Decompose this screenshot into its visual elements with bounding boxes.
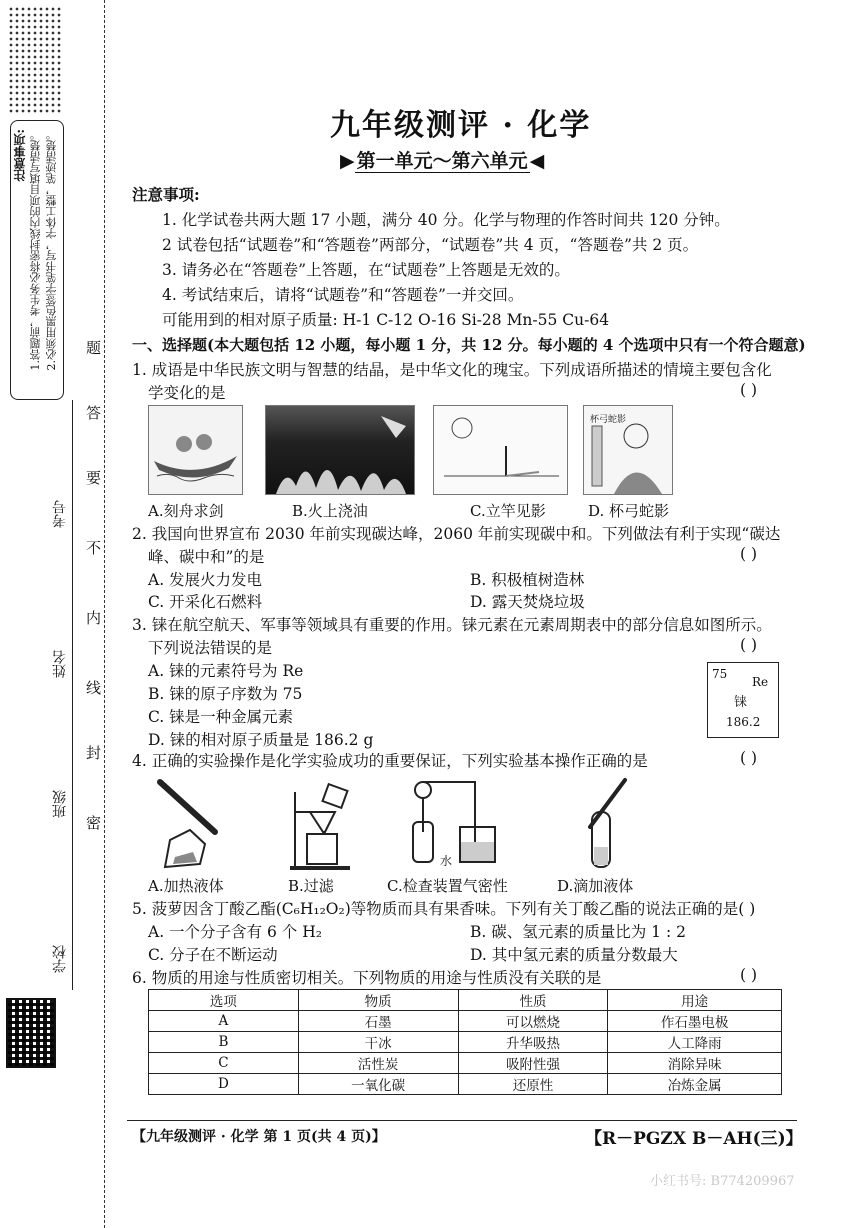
q4-line-1: 4. 正确的实验操作是化学实验成功的重要保证，下列实验基本操作正确的是 [132,752,648,770]
dropping-liquid-icon [580,772,640,872]
q6-answer-paren: ( ) [740,966,758,984]
page-subtitle [340,146,544,173]
table-cell: B [149,1032,299,1053]
q1-answer-paren: ( ) [740,381,758,399]
element-name: 铼 [734,695,748,710]
field-school: 学校 [52,945,68,973]
table-header: 选项 [149,990,299,1011]
filtration-icon [285,772,365,872]
seal-line [104,0,105,1228]
airtightness-icon [405,772,505,872]
section1-heading: 一、选择题(本大题包括 12 小题，每小题 1 分，共 12 分。每小题的 4 个选项中只有一个符合题意) [132,336,806,354]
note-4: 4. 考试结束后，请将“试题卷”和“答题卷”一并交回。 [162,286,524,304]
q3-line-1: 3. 铼在航空航天、军事等领域具有重要的作用。铼元素在元素周期表中的部分信息如图所示。 [132,616,772,634]
element-number: 75 [712,667,728,681]
table-row [149,1032,782,1053]
table-header: 用途 [608,990,782,1011]
seal-char-3: 要 [84,470,102,485]
q3-option-d: D. 铼的相对原子质量是 186.2 g [148,731,374,749]
seal-char-2: 答 [84,405,102,420]
element-symbol: Re [752,675,769,689]
table-cell: C [149,1053,299,1074]
table-cell: 升华吸热 [458,1032,608,1053]
table-cell: 石墨 [298,1011,458,1032]
field-name: 姓名 [52,650,68,678]
q6-table [148,989,782,1095]
q5-option-a: A. 一个分子含有 6 个 H₂ [148,923,322,941]
subtitle-left-arrow-icon: ▶ [340,150,355,172]
q6-line-1: 6. 物质的用途与性质密切相关。下列物质的用途与性质没有关联的是 [132,969,602,987]
seal-char-6: 线 [84,680,102,695]
table-row [149,1011,782,1032]
q4-option-d: D.滴加液体 [557,877,634,895]
boat-icon [149,406,242,494]
subtitle-right-arrow-icon: ◀ [529,150,545,172]
q1-option-c: C.立竿见影 [470,502,546,520]
element-card-rhenium [707,662,779,738]
q4-answer-paren: ( ) [740,749,758,767]
table-cell: 干冰 [298,1032,458,1053]
q1-option-b: B.火上浇油 [292,502,368,520]
notes-heading: 注意事项: [132,185,200,204]
seal-char-7: 封 [84,745,102,760]
q3-answer-paren: ( ) [740,636,758,654]
binding-notice-title: 注意事项: [13,129,27,182]
q2-option-c: C. 开采化石燃料 [148,593,263,611]
table-cell: 消除异味 [608,1053,782,1074]
q1-image-c [433,405,568,495]
field-underline [72,400,73,990]
note-2: 2 试卷包括“试题卷”和“答题卷”两部分，“试题卷”共 4 页，“答题卷”共 2 页。 [162,236,699,254]
table-cell: 还原性 [458,1074,608,1095]
table-header-row [149,990,782,1011]
binding-strip [0,0,120,1228]
seal-char-8: 密 [84,815,102,830]
seal-char-5: 内 [84,610,102,625]
q5-option-c: C. 分子在不断运动 [148,946,278,964]
footer-right: 【R－PGZX B－AH(三)】 [585,1129,803,1149]
table-header: 物质 [298,990,458,1011]
q3-option-a: A. 铼的元素符号为 Re [148,662,304,680]
q2-line-2: 峰、碳中和”的是 [148,548,265,566]
binding-notice-line-1: 1.答题前，考生务必将密封线内的项目填写清楚。 [29,129,42,371]
q2-line-1: 2. 我国向世界宣布 2030 年前实现碳达峰，2060 年前实现碳中和。下列做法有利于实现“碳达 [132,525,781,543]
table-cell: 一氧化碳 [298,1074,458,1095]
table-cell: A [149,1011,299,1032]
q1-image-d-text: 杯弓蛇影 [590,415,627,425]
element-mass: 186.2 [726,715,761,729]
fire-icon [266,406,414,494]
note-1: 1. 化学试卷共两大题 17 小题，满分 40 分。化学与物理的作答时间共 120 分钟。 [162,211,730,229]
sun-pole-icon [434,406,567,494]
seal-char-1: 题 [84,340,102,355]
binding-notice-line-2: 2.必须用黑色签字笔书写，字体工整，笔迹清楚。 [45,129,58,371]
watermark: 小红书号: B774209967 [650,1174,795,1189]
dot-pattern [8,6,62,114]
table-cell: 作石墨电极 [608,1011,782,1032]
table-row [149,1074,782,1095]
q5-line-1: 5. 菠萝因含丁酸乙酯(C₆H₁₂O₂)等物质而具有果香味。下列有关丁酸乙酯的说法正确的是( ) [132,900,756,918]
table-cell: D [149,1074,299,1095]
q1-option-d: D. 杯弓蛇影 [588,502,670,520]
q5-option-d: D. 其中氢元素的质量分数最大 [470,946,678,964]
table-cell: 冶炼金属 [608,1074,782,1095]
q4-option-a: A.加热液体 [148,877,224,895]
table-cell: 人工降雨 [608,1032,782,1053]
q1-line-1: 1. 成语是中华民族文明与智慧的结晶，是中华文化的瑰宝。下列成语所描述的情境主要包含化 [132,361,772,379]
table-header: 性质 [458,990,608,1011]
q1-image-a [148,405,243,495]
q5-option-b: B. 碳、氢元素的质量比为 1 : 2 [470,923,686,941]
seal-char-4: 不 [84,540,102,555]
q3-option-c: C. 铼是一种金属元素 [148,708,294,726]
q1-image-d [583,405,673,495]
q2-option-a: A. 发展火力发电 [148,571,263,589]
q1-line-2: 学变化的是 [148,384,226,402]
page-title: 九年级测评 · 化学 [330,108,592,143]
field-class: 班级 [52,790,68,818]
q1-option-a: A.刻舟求剑 [148,502,224,520]
q2-option-b: B. 积极植树造林 [470,571,585,589]
q3-line-2: 下列说法错误的是 [148,639,273,657]
q2-answer-paren: ( ) [740,545,758,563]
note-3: 3. 请务必在“答题卷”上答题，在“试题卷”上答题是无效的。 [162,261,570,279]
q4-option-b: B.过滤 [288,877,334,895]
table-row [149,1053,782,1074]
table-cell: 吸附性强 [458,1053,608,1074]
table-cell: 可以燃烧 [458,1011,608,1032]
table-cell: 活性炭 [298,1053,458,1074]
q1-image-b [265,405,415,495]
qr-code [6,998,56,1068]
footer-divider [127,1120,797,1121]
field-exam-number: 考号 [52,500,68,528]
q3-option-b: B. 铼的原子序数为 75 [148,685,303,703]
q4-option-c: C.检查装置气密性 [387,877,508,895]
water-label: 水 [440,854,453,868]
subtitle-text: 第一单元～第六单元 [356,150,528,172]
atomic-mass-line: 可能用到的相对原子质量: H-1 C-12 O-16 Si-28 Mn-55 Cu-64 [162,311,610,329]
q2-option-d: D. 露天焚烧垃圾 [470,593,585,611]
footer-left: 【九年级测评 · 化学 第 1 页(共 4 页)】 [132,1129,386,1145]
binding-notice-box [10,120,64,400]
heating-liquid-icon [145,772,235,872]
